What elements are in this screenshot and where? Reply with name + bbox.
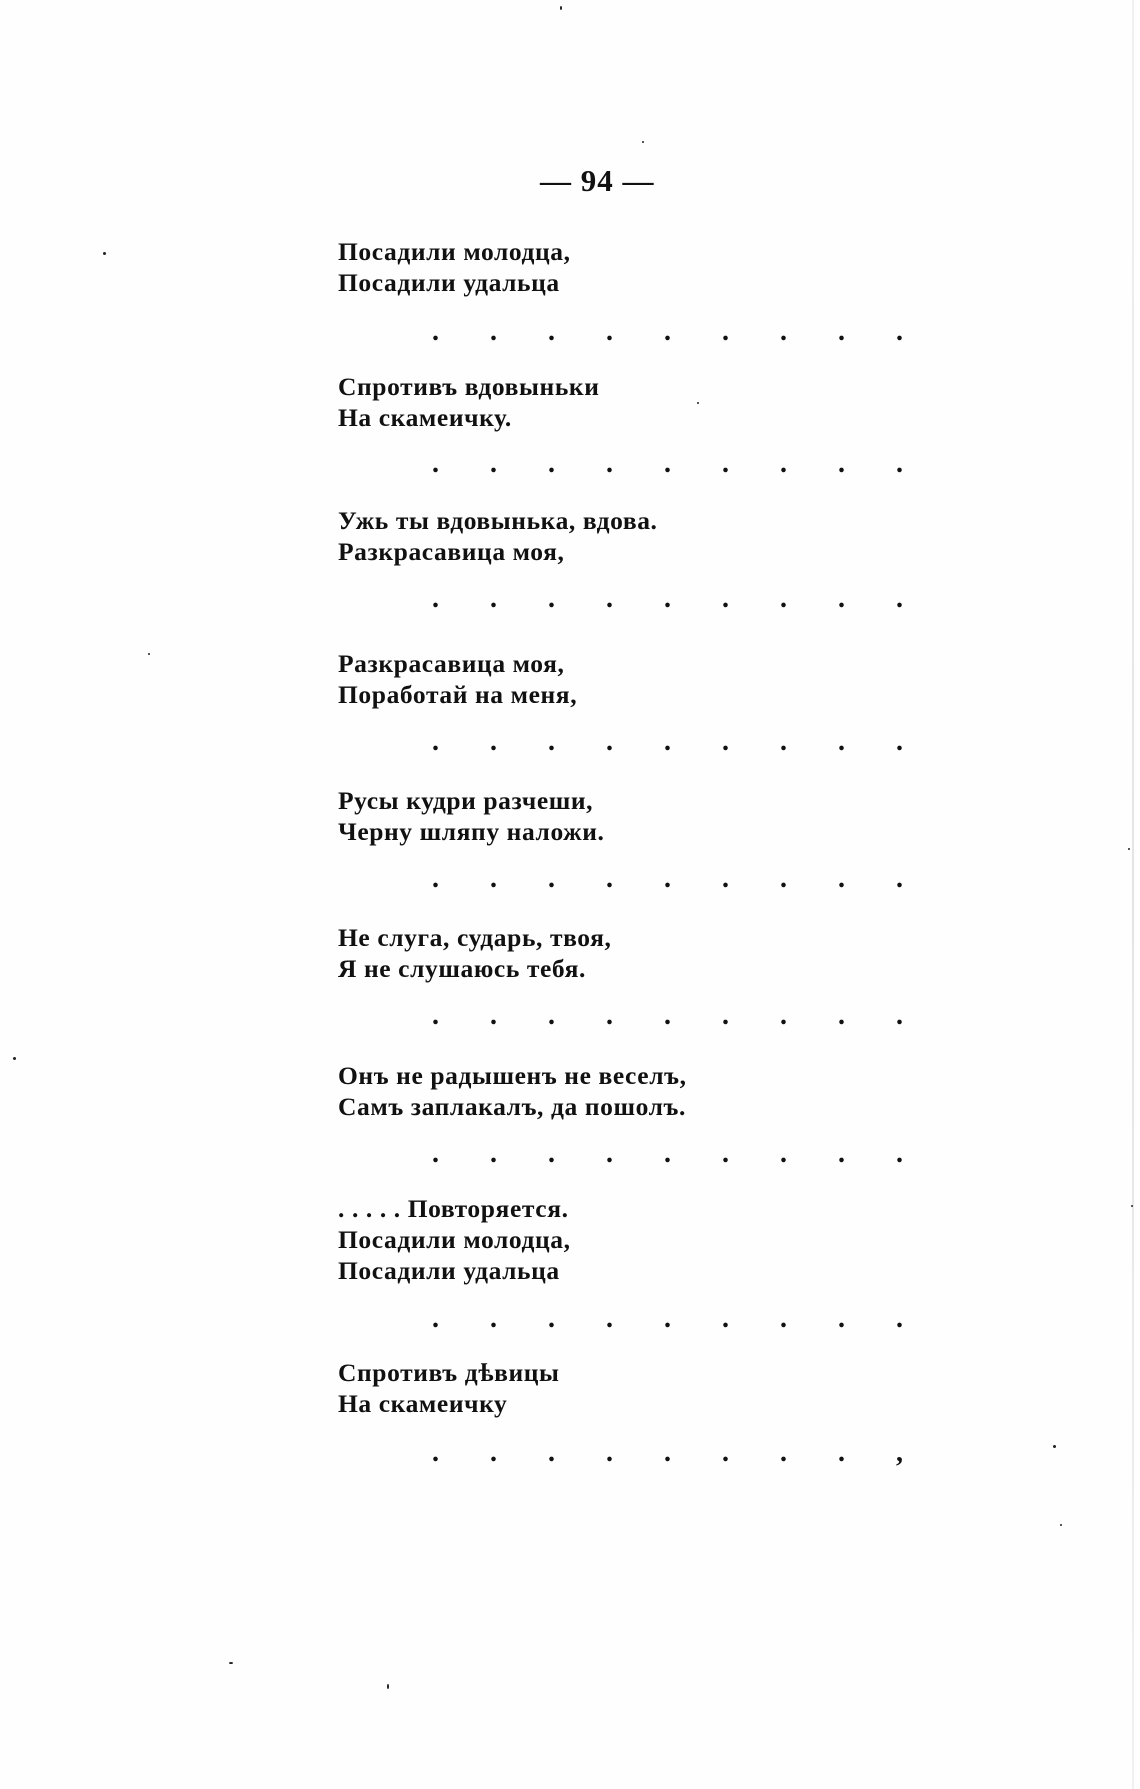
stanza-separator: . . . . . . . . .	[432, 863, 925, 894]
stanza-6	[338, 922, 612, 984]
verse-line: Разкрасавица моя,	[338, 537, 565, 566]
verse-line: . . . . . Повторяется.	[338, 1194, 569, 1223]
verse-line: Посадили молодца,	[338, 1225, 571, 1254]
stanza-separator: . . . . . . . . .	[432, 583, 925, 614]
verse-line: Поработай на меня,	[338, 680, 578, 709]
stanza-separator: . . . . . . . . .	[432, 1303, 925, 1334]
stanza-2	[338, 371, 600, 433]
verse-line: Черну шляпу наложи.	[338, 817, 605, 846]
scan-speck	[103, 252, 106, 255]
stanza-3	[338, 505, 658, 567]
scan-speck	[1060, 1524, 1062, 1526]
verse-line: Посадили удальца	[338, 1256, 560, 1285]
verse-line: На скамеичку	[338, 1389, 508, 1418]
stanza-9	[338, 1357, 560, 1419]
stanza-8	[338, 1193, 571, 1286]
verse-line: Русы кудри разчеши,	[338, 786, 594, 815]
page-edge-shadow	[1132, 0, 1134, 1789]
scan-speck	[1053, 1445, 1056, 1448]
stanza-4	[338, 648, 577, 710]
stanza-1	[338, 236, 571, 298]
stanza-separator: . . . . . . . . .	[432, 448, 925, 479]
scan-speck	[697, 402, 699, 404]
stanza-7	[338, 1060, 687, 1122]
verse-line: Онъ не радышенъ не веселъ,	[338, 1061, 687, 1090]
scan-speck	[1128, 848, 1130, 850]
verse-line: Посадили удальца	[338, 268, 560, 297]
scan-speck	[229, 1662, 233, 1664]
stanza-separator: . . . . . . . . .	[432, 1000, 925, 1031]
scan-speck	[560, 6, 562, 10]
verse-line: Я не слушаюсь тебя.	[338, 954, 587, 983]
scan-speck	[13, 1057, 16, 1060]
verse-line: Ужь ты вдовынька, вдова.	[338, 506, 658, 535]
scan-speck	[642, 141, 644, 143]
verse-line: Самъ заплакалъ, да пошолъ.	[338, 1092, 686, 1121]
verse-line: Разкрасавица моя,	[338, 649, 565, 678]
stanza-separator: . . . . . . . . .	[432, 726, 925, 757]
scan-speck	[148, 653, 150, 655]
verse-line: Не слуга, сударь, твоя,	[338, 923, 612, 952]
verse-line: Посадили молодца,	[338, 237, 571, 266]
verse-line: На скамеичку.	[338, 403, 512, 432]
verse-line: Спротивъ дѣвицы	[338, 1358, 560, 1387]
scan-speck	[387, 1684, 389, 1689]
page-number: — 94 —	[540, 163, 655, 198]
stanza-separator: . . . . . . . . ,	[432, 1437, 925, 1468]
verse-line: Спротивъ вдовыньки	[338, 372, 600, 401]
stanza-separator: . . . . . . . . .	[432, 316, 925, 347]
stanza-separator: . . . . . . . . .	[432, 1138, 925, 1169]
scan-speck	[1131, 1205, 1133, 1207]
stanza-5	[338, 785, 605, 847]
